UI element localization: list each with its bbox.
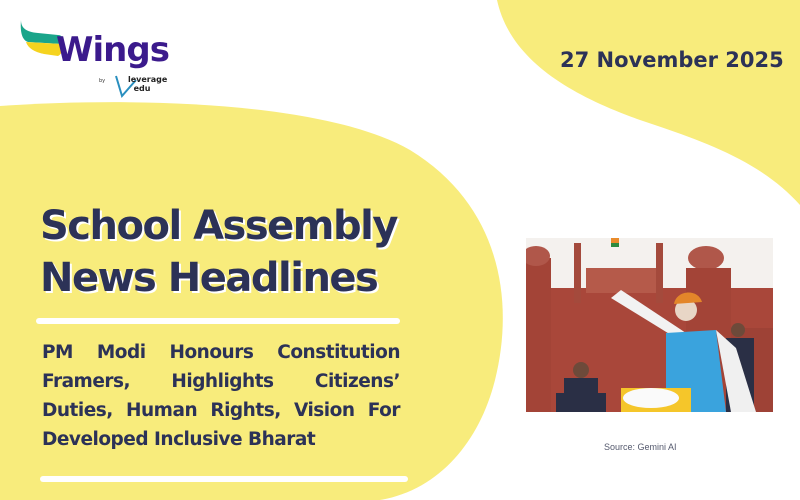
news-photo bbox=[526, 238, 773, 412]
date-label: 27 November 2025 bbox=[560, 48, 784, 72]
brand-by: by bbox=[99, 78, 106, 84]
divider-bottom bbox=[40, 476, 408, 482]
divider-top bbox=[36, 318, 400, 324]
photo-caption: Source: Gemini AI bbox=[604, 442, 677, 452]
page-title: School Assembly News Headlines bbox=[40, 203, 397, 301]
top-right-yellow-blob bbox=[497, 0, 800, 205]
partner-logo-text: leverage edu bbox=[128, 75, 168, 93]
headline-text: PM Modi Honours Constitution Framers, Highlights Citizens’ Duties, Human Rights, Vision For Developed Inclusive Bharat bbox=[42, 342, 400, 450]
brand-name: Wings bbox=[56, 30, 169, 70]
